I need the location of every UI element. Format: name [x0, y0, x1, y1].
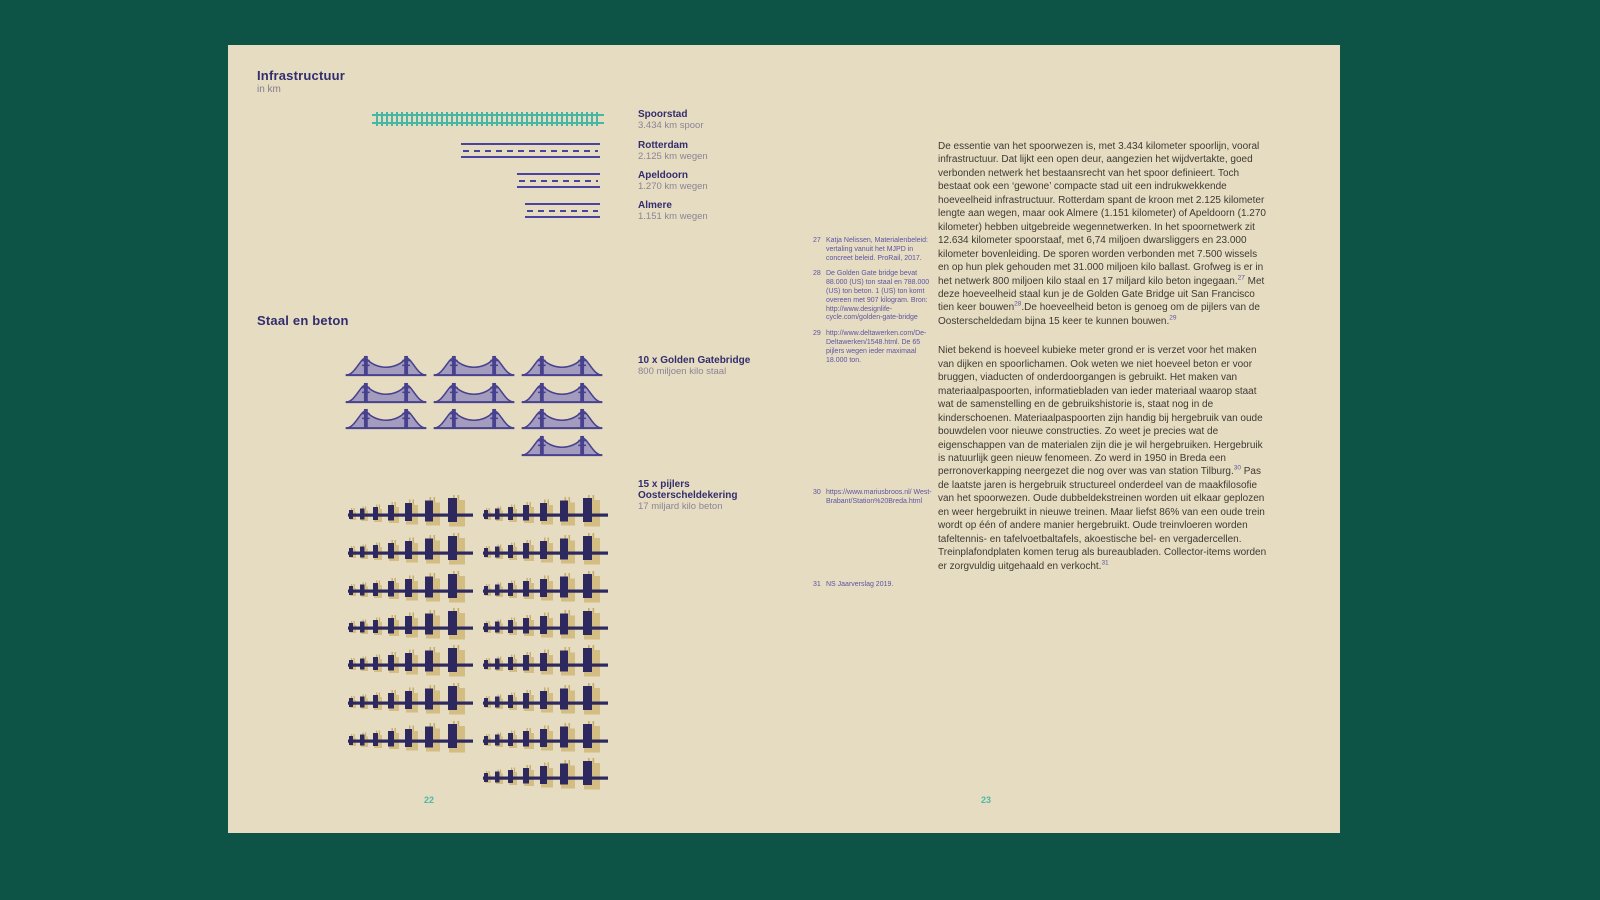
- barrier-pillars-icon: [348, 608, 473, 640]
- footnote-ref-29: 29: [1169, 314, 1177, 322]
- section-heading: Staal en beton: [257, 313, 349, 328]
- suspension-bridge-icon: [521, 355, 603, 378]
- suspension-bridge-icon: [433, 355, 515, 378]
- bridges-label: 10 x Golden Gatebridge: [638, 355, 751, 366]
- barrier-pillars-icon: [483, 683, 608, 715]
- infographic-value: 1.270 km wegen: [638, 181, 708, 192]
- footnote-ref-27: 27: [1237, 274, 1245, 282]
- paragraph-text: Met deze hoeveelheid staal kun je de Golden Gate Bridge uit San Francisco tien keer bouwen: [938, 275, 1265, 314]
- infographic-label: Almere: [638, 200, 672, 211]
- page-number-left: 22: [424, 795, 435, 805]
- barrier-pillars-icon: [483, 533, 608, 565]
- barrier-pillars-icon: [348, 571, 473, 603]
- footnote-number: 29: [813, 330, 821, 338]
- barrier-pillars-icon: [348, 495, 473, 527]
- pillars-value: 17 miljard kilo beton: [638, 501, 723, 512]
- footnote-29: [813, 330, 937, 365]
- suspension-bridge-icon: [433, 382, 515, 405]
- barrier-pillars-icon: [483, 571, 608, 603]
- barrier-pillars-icon: [348, 721, 473, 753]
- footnote-text: Katja Nelissen, Materialenbeleid: vertaling vanuit het MJPD in concreet beleid. ProRail, 2017.: [826, 237, 928, 262]
- barrier-pillars-icon: [483, 495, 608, 527]
- footnote-text: NS Jaarverslag 2019.: [826, 581, 894, 588]
- body-text-column: [938, 140, 1270, 573]
- suspension-bridge-icon: [345, 382, 427, 405]
- paragraph-text: De essentie van het spoorwezen is, met 3.434 kilometer spoorlijn, vooral infrastructuur. Dat lijkt een open deur, aangezien het wijdvertakte, goed verbonden netwerk het bestaansrecht van het spoor definieert. Toch bestaat ook een ‘gewone’ compacte stad uit een indrukwekkende hoeveelheid infrastructuur. Rotterdam spant de kroon met 2.125 kilometer lengte aan wegen, maar ook Almere (1.151 kilometer) of Apeldoorn (1.270 kilometer) hebben uitgebreide wegennetwerken. In het spoornetwerk zit 12.634 kilometer spoorstaaf, met 6,74 miljoen dwarsliggers en 23.000 kilometer bovenleiding. De sporen worden verbonden met 7.500 wissels en op hun plek gehouden met 31.000 miljoen kilo ballast. Grofweg is er in het netwerk 800 miljoen kilo staal en 17 miljard kilo beton ingegaan.: [938, 141, 1266, 287]
- paragraph-text: Niet bekend is hoeveel kubieke meter grond er is verzet voor het maken van dijken en spoorlichamen. Ook weten we niet hoeveel beton er voor bruggen, viaducten of onderdoorgangen is gebruikt. Het maken van materiaalpaspoorten, informatiebladen van ieder materiaal waarop staat wat de samenstelling en de gebruikshistorie is, staat nog in de kinderschoenen. Materiaalpaspoorten zijn handig bij hergebruik van oude bouwdelen voor nieuwe constructies. Zo weet je precies wat de eigenschappen van de materialen zijn die je wil hergebruiken. Hergebruik is natuurlijk geen nieuw fenomeen. Zo werd in 1950 in Breda een perronoverkapping neergezet die nog over was van station Tilburg.: [938, 345, 1263, 478]
- road-icon: [461, 143, 600, 158]
- footnote-number: 30: [813, 489, 821, 496]
- page-number-right: 23: [981, 795, 992, 805]
- road-icon: [525, 203, 600, 218]
- infographic-label: Spoorstad: [638, 109, 688, 120]
- infographic-value: 3.434 km spoor: [638, 120, 704, 131]
- body-paragraph-1: [938, 140, 1270, 328]
- footnote-number: 31: [813, 581, 821, 588]
- footnote-31: [813, 581, 937, 590]
- barrier-pillars-icon: [483, 758, 608, 790]
- barrier-pillars-icon: [483, 608, 608, 640]
- barrier-pillars-icon: [348, 533, 473, 565]
- suspension-bridge-icon: [433, 408, 515, 431]
- footnotes-block: [813, 237, 937, 372]
- footnote-number: 28: [813, 270, 821, 278]
- page-title: Infrastructuur: [257, 68, 346, 83]
- infographic-value: 1.151 km wegen: [638, 211, 708, 222]
- footnote-number: 27: [813, 237, 821, 244]
- barrier-pillars-icon: [348, 683, 473, 715]
- infographic-label: Rotterdam: [638, 140, 689, 151]
- body-paragraph-2: [938, 344, 1270, 573]
- book-spread: [228, 45, 1340, 833]
- footnote-30-block: [813, 489, 937, 514]
- paragraph-text: .De hoeveelheid beton is genoeg om de pijlers van de Oosterscheldedam bijna 15 keer te kunnen bouwen.: [938, 302, 1260, 327]
- infographic-value: 2.125 km wegen: [638, 151, 708, 162]
- footnote-31-block: [813, 581, 937, 597]
- barrier-pillars-icon: [348, 645, 473, 677]
- barrier-pillars-icon: [483, 645, 608, 677]
- pillars-label-line1: 15 x pijlers: [638, 479, 690, 490]
- footnote-27: [813, 237, 937, 263]
- footnote-28: [813, 270, 937, 323]
- footnote-text: http://www.deltawerken.com/De-Deltawerken/1548.html. De 65 pijlers wegen ieder maximaal 18.000 ton.: [826, 330, 927, 364]
- footnote-text: https://www.mariusbroos.nl/ West-Brabant/Station%20Breda.html: [826, 489, 932, 505]
- road-dash-line: [527, 210, 598, 213]
- road-dash-line: [519, 180, 598, 183]
- infographic-label: Apeldoorn: [638, 170, 688, 181]
- footnote-30: [813, 489, 937, 507]
- pillars-label-line2: Oosterscheldekering: [638, 490, 738, 501]
- railway-track-icon: [376, 112, 600, 126]
- suspension-bridge-icon: [521, 435, 603, 458]
- footnote-text: De Golden Gate bridge bevat 88.000 (US) ton staal en 788.000 (US) ton beton. 1 (US) ton komt overeen met 907 kilogram. Bron: http://www.designlife-cycle.com/golden-gate-bridge: [826, 270, 930, 322]
- suspension-bridge-icon: [521, 408, 603, 431]
- page-subtitle: in km: [257, 84, 281, 95]
- paragraph-text: Pas de laatste jaren is hergebruik structureel onderdeel van de maakfilosofie van het spoorwezen. Oude dubbeldekstreinen worden uit elkaar geplozen en weer hergebruikt in nieuwe treinen. Maar liefst 86% van een oude trein wordt op één of andere manier hergebruikt. Oude treinvloeren worden tafeltennis- en tafelvoetbaltafels, akoestische bel- en vergadercellen. Treinplafondplaten komen terug als bureaubladen. Collector-items worden er zorgvuldig uitgehaald en verkocht.: [938, 466, 1267, 572]
- bridges-value: 800 miljoen kilo staal: [638, 366, 727, 377]
- road-dash-line: [463, 150, 598, 153]
- suspension-bridge-icon: [521, 382, 603, 405]
- footnote-ref-28: 28: [1014, 301, 1022, 309]
- footnote-ref-31: 31: [1101, 559, 1109, 567]
- suspension-bridge-icon: [345, 408, 427, 431]
- barrier-pillars-icon: [483, 721, 608, 753]
- footnote-ref-30: 30: [1233, 465, 1241, 473]
- suspension-bridge-icon: [345, 355, 427, 378]
- road-icon: [517, 173, 600, 188]
